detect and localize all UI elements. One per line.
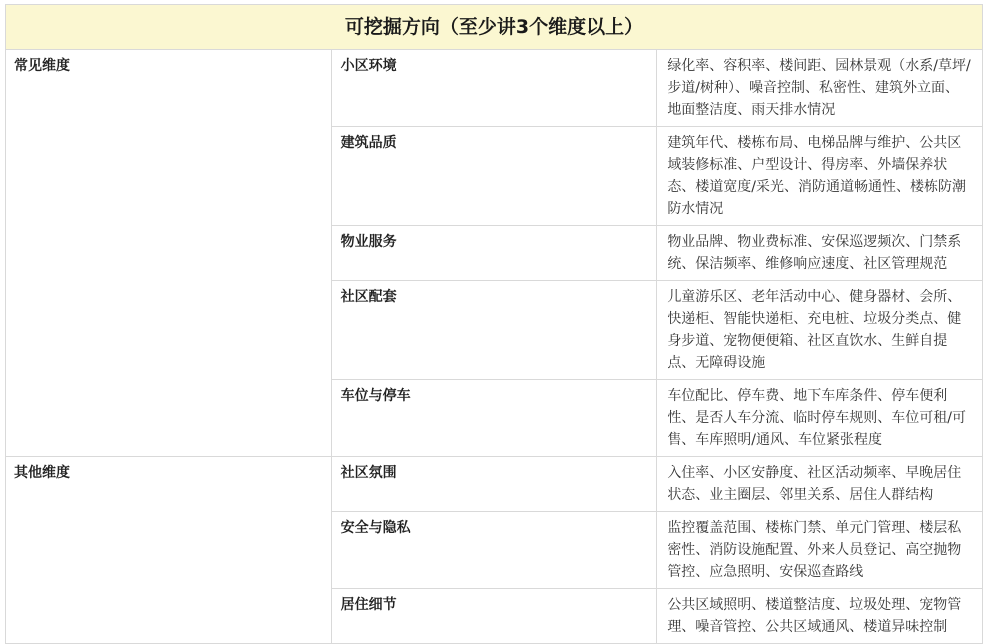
subcategory-cell: 车位与停车: [331, 380, 657, 457]
table-title: 可挖掘方向（至少讲3个维度以上）: [6, 5, 983, 50]
description-cell: 儿童游乐区、老年活动中心、健身器材、会所、快递柜、智能快递柜、充电桩、垃圾分类点、健身步道、宠物便便箱、社区直饮水、生鲜自提点、无障碍设施: [657, 281, 983, 380]
subcategory-cell: 居住细节: [331, 589, 657, 644]
subcategory-cell: 社区氛围: [331, 457, 657, 512]
description-cell: 入住率、小区安静度、社区活动频率、早晚居住状态、业主圈层、邻里关系、居住人群结构: [657, 457, 983, 512]
description-cell: 公共区域照明、楼道整洁度、垃圾处理、宠物管理、噪音管控、公共区域通风、楼道异味控制: [657, 589, 983, 644]
title-row: [6, 5, 983, 50]
dimensions-table-container: [5, 4, 983, 635]
description-cell: 建筑年代、楼栋布局、电梯品牌与维护、公共区域装修标准、户型设计、得房率、外墙保养状态、楼道宽度/采光、消防通道畅通性、楼栋防潮防水情况: [657, 127, 983, 226]
description-cell: 物业品牌、物业费标准、安保巡逻频次、门禁系统、保洁频率、维修响应速度、社区管理规范: [657, 226, 983, 281]
subcategory-cell: 小区环境: [331, 50, 657, 127]
table-row: [6, 50, 983, 127]
category-cell-other: 其他维度: [6, 457, 332, 644]
dimensions-table: [5, 4, 983, 644]
category-cell-common: 常见维度: [6, 50, 332, 457]
description-cell: 绿化率、容积率、楼间距、园林景观（水系/草坪/步道/树种）、噪音控制、私密性、建筑外立面、地面整洁度、雨天排水情况: [657, 50, 983, 127]
subcategory-cell: 社区配套: [331, 281, 657, 380]
description-cell: 车位配比、停车费、地下车库条件、停车便利性、是否人车分流、临时停车规则、车位可租/可售、车库照明/通风、车位紧张程度: [657, 380, 983, 457]
subcategory-cell: 物业服务: [331, 226, 657, 281]
subcategory-cell: 建筑品质: [331, 127, 657, 226]
description-cell: 监控覆盖范围、楼栋门禁、单元门管理、楼层私密性、消防设施配置、外来人员登记、高空抛物管控、应急照明、安保巡查路线: [657, 512, 983, 589]
subcategory-cell: 安全与隐私: [331, 512, 657, 589]
table-row: [6, 457, 983, 512]
